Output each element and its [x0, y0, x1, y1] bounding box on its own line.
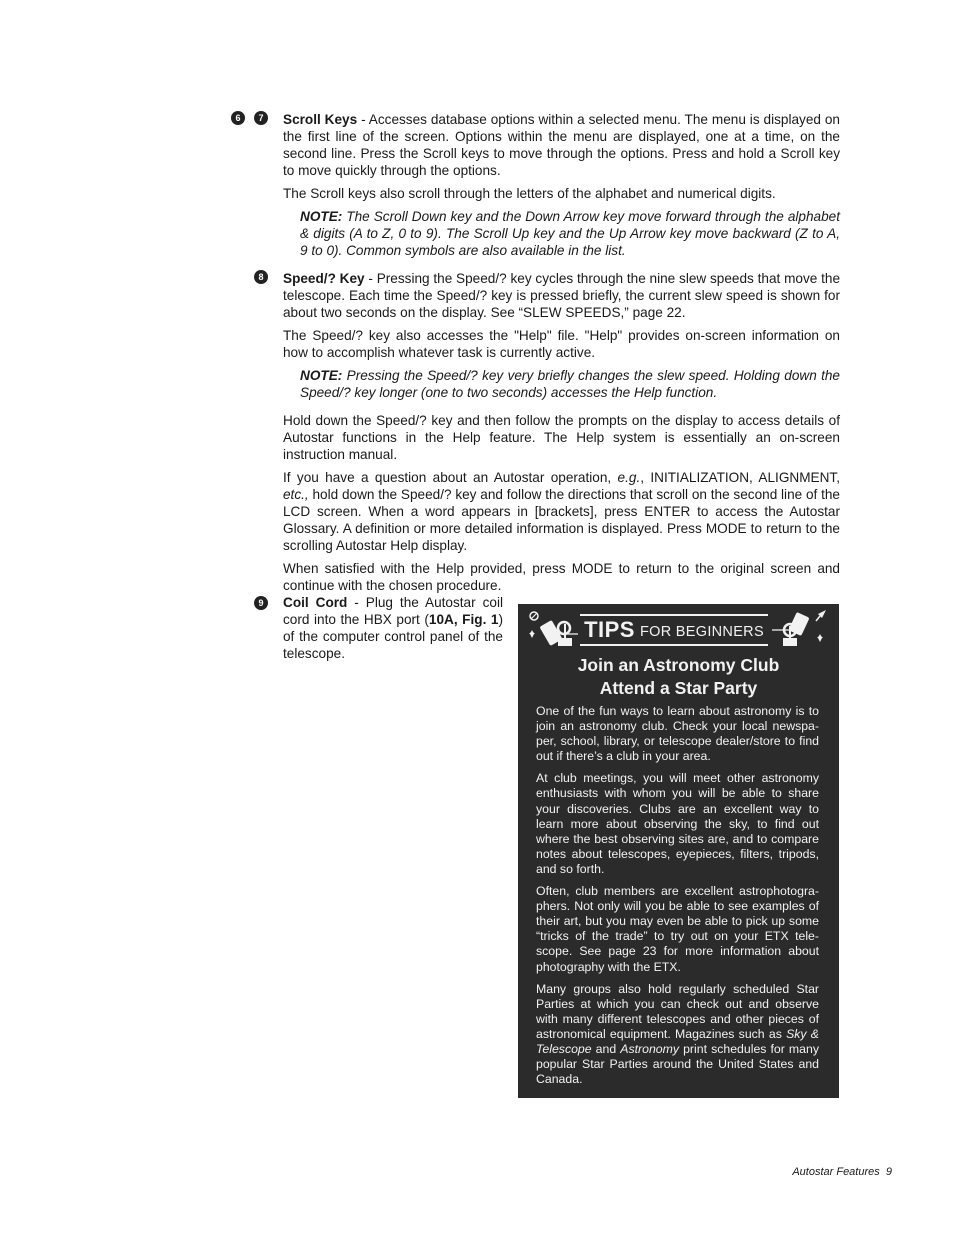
coil-cord-paragraph [283, 594, 503, 662]
magazine-sky-telescope: Sky & Telescope [536, 1026, 819, 1056]
text: If you have a question about an Autostar operation, [283, 470, 618, 485]
note-label: NOTE: [300, 209, 343, 224]
text: Many groups also hold regularly scheduled Star Parties at which you can check out and observe with many different telescopes and other pieces of astronomical equipment. Magazines such as [536, 981, 819, 1041]
figure-ref: 10A, Fig. 1 [428, 612, 499, 627]
tips-body [518, 704, 839, 1087]
page-footer: Autostar Features 9 [792, 1166, 892, 1178]
text: , INITIALIZATION, ALIGNMENT, [640, 470, 841, 485]
scroll-keys-paragraph [283, 111, 840, 179]
telescope-right-icon [772, 608, 834, 654]
speed-key-text: - Pressing the Speed/? key cycles through the nine slew speeds that move the telescope. Each time the Speed/? key is pressed briefly, the current slew speed is shown for about two seconds on the display. See “SLEW SPEEDS,” page 22. [283, 271, 841, 320]
speed-key-paragraph [283, 270, 840, 321]
coil-cord-section [283, 594, 503, 668]
tips-title-line1: Join an Astronomy Club [577, 655, 780, 675]
etc-text: etc., [283, 487, 309, 502]
tips-header [518, 604, 839, 654]
key-marker-9: 9 [254, 596, 268, 610]
telescope-left-icon [520, 608, 580, 654]
tips-banner [580, 614, 768, 646]
scroll-keys-text: - Accesses database options within a selected menu. The menu is displayed on the first line of the screen. Options within the menu are displayed, one at a time, on the second line. Press the Scroll keys to move through the options. Press and hold a Scroll key to move quickly through the options. [283, 112, 840, 178]
note-text: The Scroll Down key and the Down Arrow key move forward through the alphabet & digits (A to Z, 0 to 9). The Scroll Up key and the Up Arrow key move backward (Z to A, 9 to 0). Common symbols are also available in the list. [300, 209, 840, 258]
note-text: Pressing the Speed/? key very briefly changes the slew speed. Holding down the Speed/? key longer (one to two seconds) accesses the Help function. [300, 368, 840, 400]
text: and [591, 1041, 621, 1056]
key-marker-8: 8 [254, 270, 268, 284]
key-marker-7: 7 [254, 111, 268, 125]
speed-key-question [283, 469, 840, 554]
tips-box [518, 604, 839, 1098]
tips-paragraph-3: Often, club members are excellent astrophotogra-phers. Not only will you be able to see examples of their art, but you may even be able to pick up some “tricks of the trade” to try out on your ETX tele-scope. See page 23 for more information about photography with the ETX. [536, 884, 819, 974]
tips-title [518, 654, 839, 700]
text: print schedules for many popular Star Parties around the United States and Canada. [536, 1041, 819, 1087]
speed-key-help: The Speed/? key also accesses the "Help" file. "Help" provides on-screen information on how to accomplish whatever task is currently active. [283, 328, 840, 360]
speed-key-note [283, 367, 840, 401]
magazine-astronomy: Astronomy [620, 1041, 680, 1056]
text: ) of the computer control panel of the telescope. [283, 612, 503, 661]
tips-paragraph-1: One of the fun ways to learn about astronomy is to join an astronomy club. Check your local newspa-per, school, library, or telescope dealer/store to find out if there’s a club in your area. [536, 704, 819, 764]
scroll-keys-title: Scroll Keys [283, 112, 358, 127]
scroll-keys-note [283, 208, 840, 259]
key-marker-6: 6 [231, 111, 245, 125]
scroll-keys-alphabet: The Scroll keys also scroll through the letters of the alphabet and numerical digits. [283, 186, 776, 201]
tips-banner-big: TIPS [584, 617, 635, 642]
tips-paragraph-4 [536, 982, 819, 1088]
speed-key-hold: Hold down the Speed/? key and then follow the prompts on the display to access details of Autostar functions in the Help feature. The Help system is essentially an on-screen instruction manual. [283, 413, 840, 462]
coil-cord-title: Coil Cord [283, 595, 348, 610]
speed-key-title: Speed/? Key [283, 271, 365, 286]
tips-paragraph-2: At club meetings, you will meet other astronomy enthusiasts with whom you will be able to share your discoveries. Clubs are an excellent way to learn more about observing the sky, to find out where the best observing sites are, and to compare notes about telescopes, eyepieces, filters, tripods, and so forth. [536, 771, 819, 876]
speed-key-satisfied: When satisfied with the Help provided, press MODE to return to the original screen and continue with the chosen procedure. [283, 561, 840, 593]
text: hold down the Speed/? key and follow the directions that scroll on the second line of the LCD screen. When a word appears in [brackets], press ENTER to access the Autostar Glossary. A definition or more detailed information is displayed. Press MODE to return to the scrolling Autostar Help display. [283, 487, 840, 553]
text: - Plug the Autostar coil cord into the HBX port ( [283, 595, 503, 627]
tips-banner-small: FOR BEGINNERS [639, 624, 764, 640]
note-label: NOTE: [300, 368, 343, 383]
tips-title-line2: Attend a Star Party [599, 678, 758, 698]
main-column [283, 111, 840, 600]
eg-text: e.g. [617, 470, 641, 485]
